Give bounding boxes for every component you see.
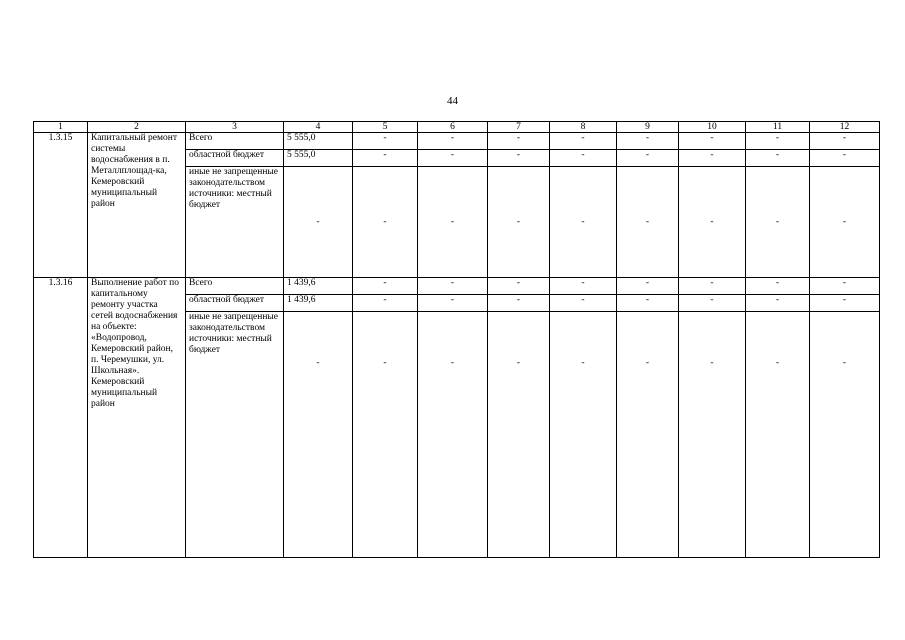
column-header: 3 [186, 122, 284, 133]
value-cell: - [746, 295, 810, 312]
activity-name: Выполнение работ по капитальному ремонту участка сетей водоснабжения на объекте: «Водопровод, Кемеровский район, п. Черемушки, ул. Школьная». Кемеровский муниципальный район [88, 278, 186, 558]
value-cell: - [617, 295, 679, 312]
value-cell: - [488, 312, 550, 558]
budget-table [33, 121, 880, 558]
value-cell: - [353, 133, 418, 150]
column-header: 4 [284, 122, 353, 133]
column-header: 12 [810, 122, 880, 133]
column-header: 2 [88, 122, 186, 133]
value-cell: - [617, 312, 679, 558]
table-row [34, 278, 880, 295]
value-cell: - [353, 278, 418, 295]
value-cell: - [746, 167, 810, 278]
value-cell: - [746, 150, 810, 167]
total-value: 1 439,6 [284, 295, 353, 312]
column-numbers-row [34, 122, 880, 133]
column-header: 10 [679, 122, 746, 133]
total-value: 5 555,0 [284, 133, 353, 150]
value-cell: - [488, 133, 550, 150]
total-value: - [284, 312, 353, 558]
column-header: 6 [418, 122, 488, 133]
value-cell: - [679, 278, 746, 295]
table-row [34, 133, 880, 150]
total-value: - [284, 167, 353, 278]
value-cell: - [488, 150, 550, 167]
value-cell: - [550, 150, 617, 167]
funding-source: Всего [186, 278, 284, 295]
value-cell: - [550, 167, 617, 278]
value-cell: - [617, 167, 679, 278]
value-cell: - [353, 295, 418, 312]
value-cell: - [418, 150, 488, 167]
value-cell: - [617, 150, 679, 167]
value-cell: - [810, 167, 880, 278]
value-cell: - [810, 312, 880, 558]
value-cell: - [550, 278, 617, 295]
value-cell: - [810, 295, 880, 312]
value-cell: - [810, 278, 880, 295]
value-cell: - [418, 133, 488, 150]
value-cell: - [353, 167, 418, 278]
value-cell: - [418, 312, 488, 558]
value-cell: - [746, 278, 810, 295]
column-header: 5 [353, 122, 418, 133]
value-cell: - [810, 150, 880, 167]
value-cell: - [550, 312, 617, 558]
funding-source: иные не запрещенные законодательством источники: местный бюджет [186, 312, 284, 558]
activity-name: Капитальный ремонт системы водоснабжения в п. Металлплощад-ка, Кемеровский муниципальный район [88, 133, 186, 278]
funding-source: областной бюджет [186, 295, 284, 312]
value-cell: - [617, 278, 679, 295]
value-cell: - [353, 150, 418, 167]
column-header: 11 [746, 122, 810, 133]
value-cell: - [488, 167, 550, 278]
value-cell: - [679, 167, 746, 278]
value-cell: - [679, 133, 746, 150]
funding-source: иные не запрещенные законодательством источники: местный бюджет [186, 167, 284, 278]
value-cell: - [488, 295, 550, 312]
value-cell: - [418, 295, 488, 312]
column-header: 1 [34, 122, 88, 133]
row-id: 1.3.15 [34, 133, 88, 278]
column-header: 8 [550, 122, 617, 133]
funding-source: областной бюджет [186, 150, 284, 167]
value-cell: - [418, 278, 488, 295]
value-cell: - [679, 150, 746, 167]
value-cell: - [550, 295, 617, 312]
value-cell: - [746, 312, 810, 558]
value-cell: - [746, 133, 810, 150]
value-cell: - [810, 133, 880, 150]
total-value: 1 439,6 [284, 278, 353, 295]
value-cell: - [488, 278, 550, 295]
value-cell: - [679, 312, 746, 558]
value-cell: - [550, 133, 617, 150]
column-header: 9 [617, 122, 679, 133]
value-cell: - [617, 133, 679, 150]
page-number: 44 [447, 95, 458, 107]
value-cell: - [353, 312, 418, 558]
value-cell: - [418, 167, 488, 278]
value-cell: - [679, 295, 746, 312]
total-value: 5 555,0 [284, 150, 353, 167]
row-id: 1.3.16 [34, 278, 88, 558]
funding-source: Всего [186, 133, 284, 150]
column-header: 7 [488, 122, 550, 133]
